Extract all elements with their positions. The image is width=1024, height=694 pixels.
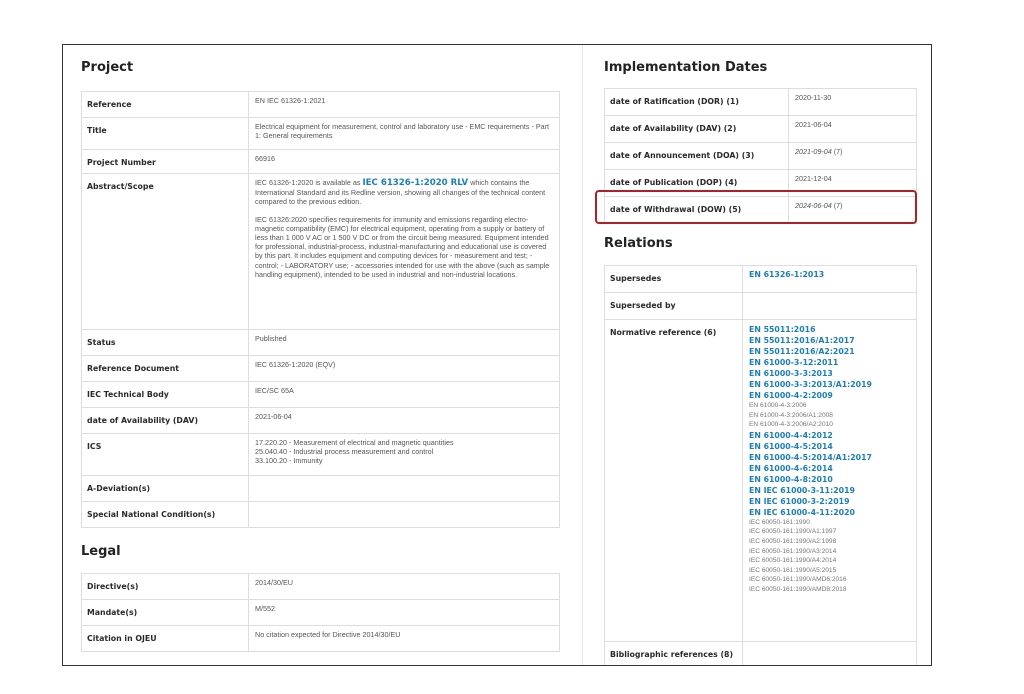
status-value: Published (249, 330, 560, 356)
date-value: 2024-06-04 (795, 201, 832, 210)
abstract-value (249, 174, 560, 330)
normative-reference-link[interactable]: EN 61000-4-5:2014/A1:2017 (749, 452, 872, 462)
normative-reference-item: IEC 60050-161:1990/A3:2014 (749, 547, 837, 555)
normative-reference-item: IEC 60050-161:1990/A2:1998 (749, 537, 837, 545)
special-national-condition-value (249, 502, 560, 528)
normative-reference-item: IEC 60050-161:1990/AMD8:2018 (749, 585, 847, 593)
table-row (82, 92, 560, 118)
date-value: 2021-12-04 (795, 174, 832, 183)
a-deviation-label: A-Deviation(s) (82, 476, 249, 502)
table-row (82, 382, 560, 408)
legal-table (81, 573, 560, 652)
normative-reference-label: Normative reference (6) (605, 320, 743, 642)
normative-reference-link[interactable]: EN 55011:2016/A2:2021 (749, 347, 855, 356)
table-row (82, 150, 560, 174)
abstract-text: which contains the International Standard and its Redline version, showing all changes of the technical content compared to the previous edition. (255, 178, 546, 207)
column-divider (582, 45, 583, 665)
technical-body-value: IEC/SC 65A (249, 382, 560, 408)
normative-reference-item: IEC 60050-161:1990/A5:2015 (749, 566, 837, 574)
abstract-paragraph-2: IEC 61326:2020 specifies requirements for immunity and emissions regarding electro-magnetic compatibility (EMC) for electrical equipment, operating from a supply or battery of less than 1 000 V AC or 1 500 V DC or from the circuit being measured. Equipment intended for professional, industrial-process, industrial-manufacturing and educational use is covered by this part. It includes equipment and computing devices for - measurement and test; - control; - LABORATORY use; - accessories intended for use with the above (such as sample handling equipment), intended to be used in industrial and non-industrial locations. (255, 214, 550, 279)
normative-reference-item: IEC 60050-161:1990/AMD6:2016 (749, 576, 847, 584)
reference-label: Reference (82, 92, 249, 118)
normative-reference-link[interactable]: EN 61000-3-3:2013/A1:2019 (749, 380, 872, 389)
implementation-table (604, 88, 917, 224)
project-number-value: 66916 (249, 150, 560, 174)
date-value: 2021-09-04 (795, 147, 832, 156)
mandate-label: Mandate(s) (82, 600, 249, 626)
normative-reference-link[interactable]: EN IEC 61000-3-11:2019 (749, 485, 855, 495)
footnote-ref: (7) (831, 201, 843, 210)
normative-reference-item: EN 61000-4-3:2006 (749, 402, 807, 409)
table-row (82, 574, 560, 600)
dav-impl-label: date of Availability (DAV) (2) (605, 116, 789, 143)
normative-reference-item: EN 61000-4-3:2006/A1:2008 (749, 411, 833, 419)
normative-reference-item: IEC 60050-161:1990/A1:1997 (749, 528, 837, 536)
dow-label: date of Withdrawal (DOW) (5) (605, 197, 789, 224)
normative-reference-link[interactable]: EN 55011:2016/A1:2017 (749, 336, 855, 345)
table-row (605, 266, 917, 293)
table-row (605, 170, 917, 197)
table-row (82, 600, 560, 626)
legal-heading: Legal (81, 544, 121, 559)
relations-heading: Relations (604, 236, 673, 251)
normative-reference-link[interactable]: EN 61000-4-6:2014 (749, 463, 833, 473)
ics-value (249, 434, 560, 476)
dop-value (789, 170, 917, 197)
dor-value (789, 89, 917, 116)
reference-document-label: Reference Document (82, 356, 249, 382)
superseded-by-label: Superseded by (605, 293, 743, 320)
dor-label: date of Ratification (DOR) (1) (605, 89, 789, 116)
table-row (605, 89, 917, 116)
normative-reference-item: IEC 60050-161:1990/A4:2014 (749, 557, 837, 565)
doa-label: date of Announcement (DOA) (3) (605, 143, 789, 170)
normative-reference-link[interactable]: EN 55011:2016 (749, 325, 816, 334)
dop-label: date of Publication (DOP) (4) (605, 170, 789, 197)
table-row (605, 293, 917, 320)
dow-value (789, 197, 917, 224)
table-row (605, 642, 917, 667)
normative-reference-link[interactable]: EN 61000-4-8:2010 (749, 474, 833, 484)
ics-label: ICS (82, 434, 249, 476)
ics-line: 33.100.20 - Immunity (255, 456, 323, 466)
abstract-paragraph-1 (255, 178, 553, 207)
project-table (81, 91, 560, 528)
dav-impl-value (789, 116, 917, 143)
supersedes-link[interactable]: EN 61326-1:2013 (749, 270, 825, 279)
date-value: 2021-06-04 (795, 120, 832, 129)
table-row (82, 434, 560, 476)
table-row (605, 143, 917, 170)
status-label: Status (82, 330, 249, 356)
normative-reference-list (743, 320, 917, 642)
abstract-label: Abstract/Scope (82, 174, 249, 330)
doa-value (789, 143, 917, 170)
dav-label: date of Availability (DAV) (82, 408, 249, 434)
bibliographic-references-value (743, 642, 917, 667)
dav-value: 2021-06-04 (249, 408, 560, 434)
rlv-link[interactable]: IEC 61326-1:2020 RLV (362, 178, 469, 188)
table-row (605, 116, 917, 143)
supersedes-label: Supersedes (605, 266, 743, 293)
a-deviation-value (249, 476, 560, 502)
reference-document-value: IEC 61326-1:2020 (EQV) (249, 356, 560, 382)
footnote-ref: (7) (831, 147, 843, 156)
bibliographic-references-label: Bibliographic references (8) (605, 642, 743, 667)
table-row-withdrawal (605, 197, 917, 224)
table-row (82, 626, 560, 652)
normative-reference-item: IEC 60050-161:1990 (749, 518, 810, 526)
abstract-text: IEC 61326-1:2020 is available as (255, 178, 363, 187)
table-row (82, 118, 560, 150)
table-row (82, 330, 560, 356)
table-row (82, 502, 560, 528)
supersedes-value (743, 266, 917, 293)
table-row (605, 320, 917, 642)
normative-reference-link[interactable]: EN IEC 61000-4-11:2020 (749, 507, 855, 517)
normative-reference-link[interactable]: EN 61000-4-2:2009 (749, 391, 833, 400)
date-value: 2020-11-30 (795, 93, 832, 102)
normative-reference-link[interactable]: EN 61000-4-5:2014 (749, 441, 833, 451)
ics-line: 17.220.20 - Measurement of electrical and magnetic quantities (255, 438, 454, 447)
project-number-label: Project Number (82, 150, 249, 174)
ics-line: 25.040.40 - Industrial process measurement and control (255, 447, 434, 457)
technical-body-label: IEC Technical Body (82, 382, 249, 408)
normative-reference-link[interactable]: EN 61000-4-4:2012 (749, 430, 833, 440)
normative-reference-item: EN 61000-4-3:2006/A2:2010 (749, 421, 833, 429)
table-row (82, 408, 560, 434)
title-value: Electrical equipment for measurement, control and laboratory use - EMC requirements - Part 1: General requirements (249, 118, 560, 150)
directive-value: 2014/30/EU (249, 574, 560, 600)
table-row (82, 476, 560, 502)
citation-value: No citation expected for Directive 2014/30/EU (249, 626, 560, 652)
implementation-heading: Implementation Dates (604, 60, 768, 75)
table-row (82, 356, 560, 382)
table-row (82, 174, 560, 330)
normative-reference-link[interactable]: EN 61000-3-3:2013 (749, 369, 833, 378)
title-label: Title (82, 118, 249, 150)
reference-value: EN IEC 61326-1:2021 (249, 92, 560, 118)
mandate-value: M/552 (249, 600, 560, 626)
normative-reference-link[interactable]: EN 61000-3-12:2011 (749, 358, 839, 367)
superseded-by-value (743, 293, 917, 320)
standard-detail-panel (62, 44, 932, 666)
relations-table (604, 265, 917, 666)
special-national-condition-label: Special National Condition(s) (82, 502, 249, 528)
project-heading: Project (81, 60, 134, 75)
normative-reference-link[interactable]: EN IEC 61000-3-2:2019 (749, 496, 850, 506)
directive-label: Directive(s) (82, 574, 249, 600)
citation-label: Citation in OJEU (82, 626, 249, 652)
